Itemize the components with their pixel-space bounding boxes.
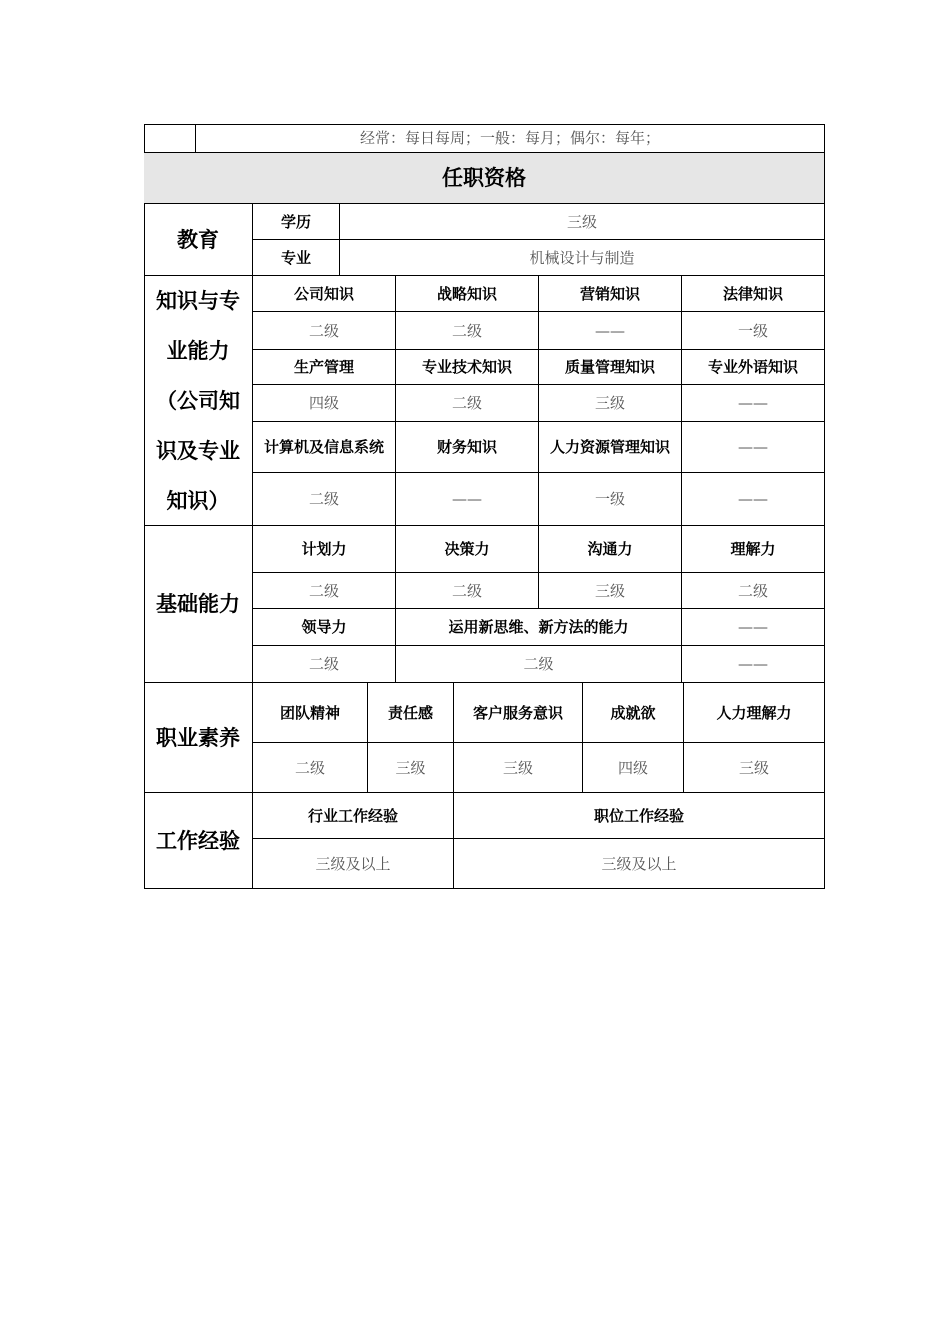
knowledge-category-line: 识及专业: [156, 438, 240, 463]
professional-label: 客户服务意识: [454, 683, 583, 743]
major-label: 专业: [253, 240, 340, 276]
experience-value: 三级及以上: [253, 839, 454, 889]
knowledge-value: ——: [682, 473, 825, 526]
knowledge-value: 一级: [682, 312, 825, 350]
basic-category: 基础能力: [144, 526, 253, 683]
degree-label: 学历: [253, 204, 340, 240]
knowledge-category-line: 知识与专: [156, 288, 240, 313]
knowledge-value: ——: [539, 312, 682, 350]
knowledge-label: 生产管理: [253, 350, 396, 385]
professional-label: 成就欲: [583, 683, 684, 743]
knowledge-category-line: 知识）: [166, 488, 230, 513]
knowledge-label: 财务知识: [396, 422, 539, 473]
knowledge-value: ——: [682, 385, 825, 422]
knowledge-value: 四级: [253, 385, 396, 422]
frequency-note: 经常：每日每周；一般：每月；偶尔：每年；: [196, 124, 825, 153]
knowledge-category-line: （公司知: [156, 388, 240, 413]
knowledge-label: 计算机及信息系统: [253, 422, 396, 473]
basic-label: 决策力: [396, 526, 539, 573]
basic-label: 运用新思维、新方法的能力: [396, 609, 682, 646]
basic-label: 沟通力: [539, 526, 682, 573]
knowledge-value: ——: [396, 473, 539, 526]
knowledge-value: 二级: [396, 385, 539, 422]
professional-label: 责任感: [368, 683, 454, 743]
basic-value: 二级: [682, 573, 825, 609]
experience-category: 工作经验: [144, 793, 253, 889]
knowledge-label: 公司知识: [253, 276, 396, 312]
knowledge-label: 人力资源管理知识: [539, 422, 682, 473]
experience-label: 职位工作经验: [454, 793, 825, 839]
knowledge-value: 二级: [253, 473, 396, 526]
basic-value: 二级: [253, 573, 396, 609]
basic-value: 二级: [396, 646, 682, 683]
basic-value: ——: [682, 646, 825, 683]
knowledge-value: 二级: [396, 312, 539, 350]
basic-label: 领导力: [253, 609, 396, 646]
knowledge-value: 二级: [253, 312, 396, 350]
professional-value: 四级: [583, 743, 684, 793]
empty-cell: [144, 124, 196, 153]
knowledge-label: 专业技术知识: [396, 350, 539, 385]
knowledge-value: 一级: [539, 473, 682, 526]
education-category: 教育: [144, 204, 253, 276]
degree-value: 三级: [340, 204, 825, 240]
professional-value: 三级: [368, 743, 454, 793]
knowledge-label: 法律知识: [682, 276, 825, 312]
experience-value: 三级及以上: [454, 839, 825, 889]
experience-label: 行业工作经验: [253, 793, 454, 839]
major-value: 机械设计与制造: [340, 240, 825, 276]
knowledge-category: [144, 276, 253, 526]
knowledge-label: 专业外语知识: [682, 350, 825, 385]
knowledge-label: 营销知识: [539, 276, 682, 312]
professional-label: 人力理解力: [684, 683, 825, 743]
professional-value: 二级: [253, 743, 368, 793]
professional-value: 三级: [454, 743, 583, 793]
basic-label: 计划力: [253, 526, 396, 573]
basic-value: 三级: [539, 573, 682, 609]
basic-value: 二级: [253, 646, 396, 683]
basic-value: 二级: [396, 573, 539, 609]
professional-label: 团队精神: [253, 683, 368, 743]
knowledge-label: 战略知识: [396, 276, 539, 312]
knowledge-value: 三级: [539, 385, 682, 422]
basic-label: 理解力: [682, 526, 825, 573]
knowledge-label: 质量管理知识: [539, 350, 682, 385]
basic-label: ——: [682, 609, 825, 646]
knowledge-category-line: 业能力: [166, 338, 230, 363]
professional-category: 职业素养: [144, 683, 253, 793]
knowledge-label: ——: [682, 422, 825, 473]
professional-value: 三级: [684, 743, 825, 793]
section-title: 任职资格: [144, 153, 825, 204]
